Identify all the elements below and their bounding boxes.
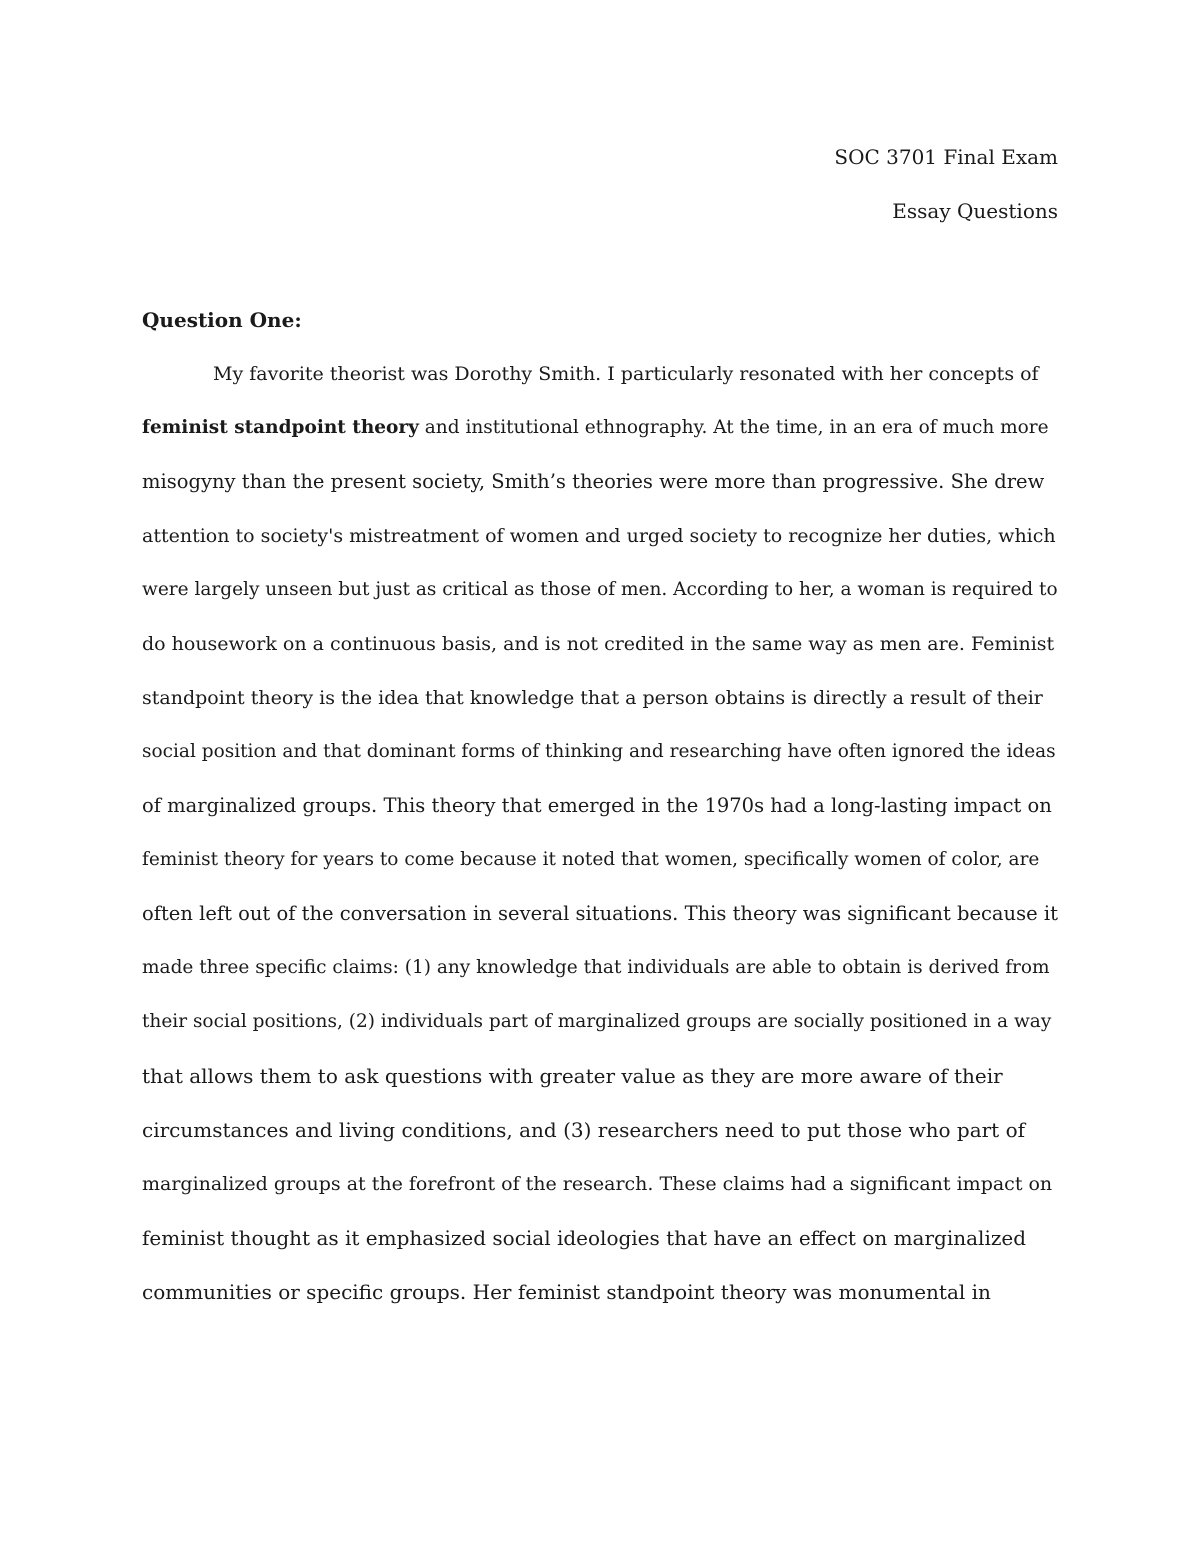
paragraph-line — [142, 1010, 1051, 1034]
line-text: and institutional ethnography. At the time, in an era of much more — [418, 417, 1049, 438]
paragraph-line — [142, 902, 1058, 926]
line-text: communities or specific groups. Her feminist standpoint theory was monumental in — [142, 1280, 991, 1304]
paragraph-line — [142, 686, 1043, 710]
line-text: My favorite theorist was Dorothy Smith. I particularly resonated with her concepts of — [213, 363, 1039, 385]
paragraph-line — [142, 956, 1050, 980]
line-text: often left out of the conversation in several situations. This theory was significant because it — [142, 902, 1058, 925]
line-text: misogyny than the present society, Smith’s theories were more than progressive. She drew — [142, 470, 1045, 493]
line-text: their social positions, (2) individuals part of marginalized groups are socially positioned in a way — [142, 1011, 1052, 1032]
line-text: circumstances and living conditions, and (3) researchers need to put those who part of — [142, 1118, 1026, 1142]
paragraph-line — [142, 416, 1049, 440]
paragraph-line — [142, 524, 1056, 548]
line-text: do housework on a continuous basis, and is not credited in the same way as men are. Feminist — [142, 633, 1055, 655]
paragraph-line — [142, 578, 1058, 602]
line-text: of marginalized groups. This theory that emerged in the 1970s had a long-lasting impact on — [142, 794, 1052, 817]
line-text: feminist theory for years to come because it noted that women, specifically women of color, are — [142, 849, 1040, 870]
line-text: made three specific claims: (1) any knowledge that individuals are able to obtain is derived from — [142, 957, 1050, 978]
paragraph-line — [142, 740, 1056, 764]
paragraph-line — [142, 1172, 1052, 1196]
line-text: were largely unseen but just as critical as those of men. According to her, a woman is required to — [142, 579, 1058, 600]
line-text: that allows them to ask questions with greater value as they are more aware of their — [142, 1064, 1003, 1088]
line-text: social position and that dominant forms of thinking and researching have often ignored the ideas — [142, 741, 1056, 762]
question-heading: Question One: — [142, 308, 302, 332]
paragraph-line — [142, 848, 1039, 872]
line-text: feminist thought as it emphasized social ideologies that have an effect on marginalized — [142, 1226, 1027, 1250]
bold-term: feminist standpoint theory — [142, 417, 419, 438]
paragraph-line — [213, 362, 1039, 386]
line-text: attention to society's mistreatment of women and urged society to recognize her duties, which — [142, 525, 1056, 547]
course-title: SOC 3701 Final Exam — [834, 145, 1058, 169]
paragraph-line — [142, 1118, 1025, 1142]
paragraph-line — [142, 1280, 991, 1304]
paragraph-line — [142, 1226, 1026, 1250]
paragraph-line — [142, 632, 1054, 656]
paragraph-line — [142, 1064, 1003, 1088]
paragraph-line — [142, 470, 1044, 494]
line-text: standpoint theory is the idea that knowledge that a person obtains is directly a result of their — [142, 687, 1043, 709]
document-subtitle: Essay Questions — [892, 199, 1058, 223]
paragraph-line — [142, 794, 1052, 818]
line-text: marginalized groups at the forefront of the research. These claims had a significant impact on — [142, 1173, 1053, 1195]
